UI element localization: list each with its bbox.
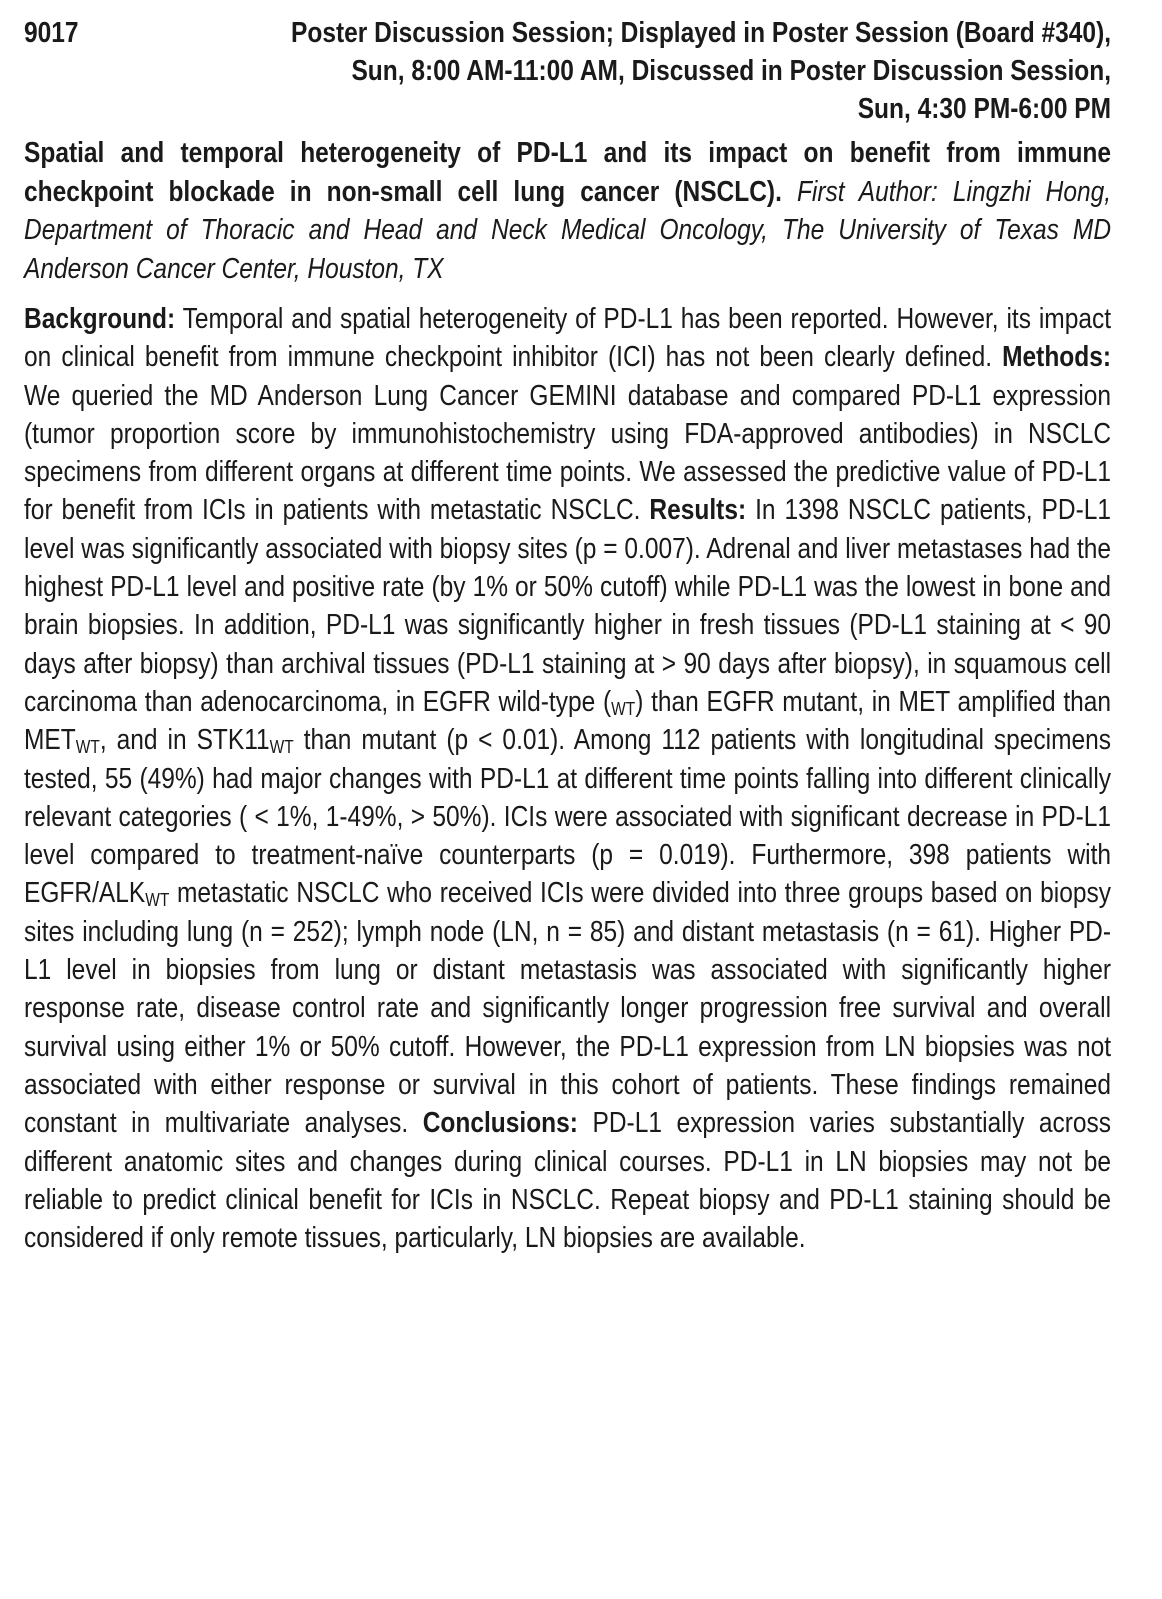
- methods-label: Methods:: [1002, 341, 1112, 374]
- wild-type-subscript: WT: [145, 890, 170, 911]
- results-segment: , and in STK11: [99, 724, 270, 757]
- abstract-title: Spatial and temporal heterogeneity of PD-L1 and its impact on benefit from immune checkpoint blockade in non-small cell lung cancer (NSCLC).: [24, 137, 1112, 208]
- abstract-body: [24, 300, 1111, 1257]
- wild-type-subscript: WT: [269, 737, 294, 758]
- results-segment: In 1398 NSCLC patients, PD-L1 level was significantly associated with biopsy sites (p = 0.007). Adrenal and liver metastases had the highest PD-L1 level and positive rate (by 1% or 50% cutoff) while PD-L1 was the lowest in bone and brain biopsies. In addition, PD-L1 was significantly higher in fresh tissues (PD-L1 staining at < 90 days after biopsy) than archival tissues (PD-L1 staining at > 90 days after biopsy), in squamous cell carcinoma than adenocarcinoma, in EGFR wild-type (: [24, 494, 1112, 718]
- background-label: Background:: [24, 303, 176, 335]
- first-author: First Author: Lingzhi Hong, Department of Thoracic and Head and Neck Medical Oncology, The University of Texas MD Anderson Cancer Center, Houston, TX: [24, 175, 1112, 285]
- title-block: [24, 134, 1111, 288]
- session-line: Poster Discussion Session; Displayed in Poster Session (Board #340),: [291, 17, 1112, 49]
- wild-type-subscript: WT: [75, 737, 100, 758]
- results-segment: than mutant (p < 0.01). Among 112 patients with longitudinal specimens tested, 55 (49%) had major changes with PD-L1 at different time points falling into different clinically relevant categories ( < 1%, 1-49%, > 50%). ICIs were associated with significant decrease in PD-L1 level compared to treatment-naïve counterparts (p = 0.019). Furthermore, 398 patients with EGFR/ALK: [24, 724, 1112, 910]
- session-info: [113, 14, 1111, 128]
- wild-type-subscript: WT: [611, 698, 636, 719]
- session-line: Sun, 4:30 PM-6:00 PM: [857, 93, 1112, 125]
- results-text: [24, 494, 1111, 1139]
- conclusions-text: PD-L1 expression varies substantially across different anatomic sites and changes during clinical courses. PD-L1 in LN biopsies may not be reliable to predict clinical benefit for ICIs in NSCLC. Repeat biopsy and PD-L1 staining should be considered if only remote tissues, particularly, LN biopsies are available.: [24, 1107, 1112, 1255]
- abstract-header: [24, 14, 1111, 128]
- conclusions-label: Conclusions:: [422, 1107, 578, 1140]
- methods-text: We queried the MD Anderson Lung Cancer GEMINI database and compared PD-L1 expression (tumor proportion score by immunohistochemistry using FDA-approved antibodies) in NSCLC specimens from different organs at different time points. We assessed the predictive value of PD-L1 for benefit from ICIs in patients with metastatic NSCLC.: [24, 379, 1112, 527]
- results-segment: metastatic NSCLC who received ICIs were divided into three groups based on biopsy sites including lung (n = 252); lymph node (LN, n = 85) and distant metastasis (n = 61). Higher PD-L1 level in biopsies from lung or distant metastasis was associated with significantly higher response rate, disease control rate and significantly longer progression free survival and overall survival using either 1% or 50% cutoff. However, the PD-L1 expression from LN biopsies was not associated with either response or survival in this cohort of patients. These findings remained constant in multivariate analyses.: [24, 877, 1112, 1140]
- results-label: Results:: [649, 494, 747, 527]
- abstract-number: 9017: [24, 17, 79, 49]
- results-segment: ) than EGFR mutant, in MET amplified than MET: [24, 685, 1112, 757]
- background-text: Temporal and spatial heterogeneity of PD-L1 has been reported. However, its impact on clinical benefit from immune checkpoint inhibitor (ICI) has not been clearly defined.: [24, 303, 1112, 374]
- session-line: Sun, 8:00 AM-11:00 AM, Discussed in Poster Discussion Session,: [351, 55, 1112, 87]
